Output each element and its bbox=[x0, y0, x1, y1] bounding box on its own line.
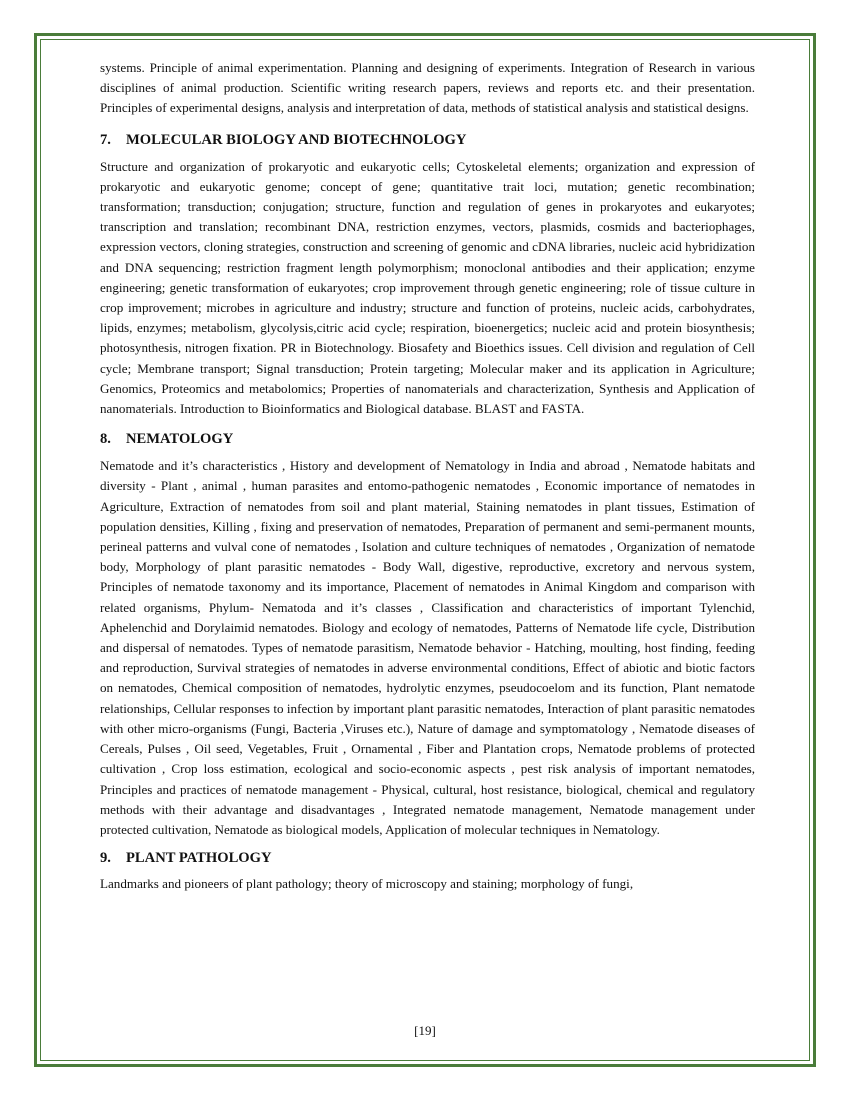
section-number: 7. bbox=[100, 131, 111, 148]
section-body-plant-pathology: Landmarks and pioneers of plant pathology; theory of microscopy and staining; morphology of fungi, bbox=[100, 876, 634, 892]
section-heading-molecular-biology bbox=[100, 130, 755, 150]
section-title: NEMATOLOGY bbox=[126, 431, 234, 448]
section-body-molecular-biology: Structure and organization of prokaryotic and eukaryotic cells; Cytoskeletal elements; organization and expression of prokaryotic and eukaryotic genome; concept of gene; quantitative trait loci, mutation; genetic recombination; transformation; transduction; conjugation; structure, function and regulation of genes in prokaryotes and eukaryotes; transcription and translation; recombinant DNA, restriction enzymes, vectors, plasmids, cosmids and bacteriophages, expression vectors, cloning strategies, construction and screening of genomic and cDNA libraries, nucleic acid hybridization and DNA sequencing; restriction fragment length polymorphism; monoclonal antibodies and their application; enzyme engineering; genetic transformation of eukaryotes; crop improvement through genetic engineering; role of tissue culture in crop improvement; microbes in agriculture and industry; structure and function of proteins, nucleic acids, carbohydrates, lipids, enzymes; metabolism, glycolysis,citric acid cycle; respiration, bioenergetics; nucleic acid and protein biosynthesis; photosynthesis, nitrogen fixation. PR in Biotechnology. Biosafety and Bioethics issues. Cell division and regulation of Cell cycle; Membrane transport; Signal transduction; Protein targeting; Molecular maker and its application in Agriculture; Genomics, Proteomics and metabolomics; Properties of nanomaterials and characterization, Synthesis and Application of nanomaterials. Introduction to Bioinformatics and Biological database. BLAST and FASTA. bbox=[100, 158, 755, 417]
page-number: [19] bbox=[414, 1023, 436, 1038]
document-body bbox=[100, 58, 755, 894]
section-heading-plant-pathology bbox=[100, 848, 755, 868]
section-title: MOLECULAR BIOLOGY AND BIOTECHNOLOGY bbox=[126, 131, 467, 148]
section-heading-nematology bbox=[100, 429, 755, 449]
section-body-nematology: Nematode and it’s characteristics , History and development of Nematology in India and abroad , Nematode habitats and diversity - Plant , animal , human parasites and entomo-pathogenic nematodes , Economic importance of nematodes in Agriculture, Extraction of nematodes from soil and plant material, Staining nematodes in plant tissues, Estimation of population densities, Killing , fixing and preservation of nematodes, Preparation of permanent and semi-permanent mounts, perineal patterns and vulval cone of nematodes , Isolation and culture techniques of nematodes , Organization of nematode body, Morphology of plant parasitic nematodes - Body Wall, digestive, reproductive, excretory and nervous system, Principles of nematode taxonomy and its importance, Placement of nematodes in Animal Kingdom and comparison with related organisms, Phylum- Nematoda and it’s classes , Classification and characteristics of important Tylenchid, Aphelenchid and Dorylaimid nematodes. Biology and ecology of nematodes, Patterns of Nematode life cycle, Distribution and dispersal of nematodes. Types of nematode parasitism, Nematode behavior - Hatching, moulting, host finding, feeding and reproduction, Survival strategies of nematodes in adverse environmental conditions, Effect of abiotic and biotic factors on nematodes, Chemical composition of nematodes, hydrolytic enzymes, pseudocoelom and its function, Plant nematode relationships, Cellular responses to infection by important plant parasitic nematodes, Interaction of plant parasitic nematodes with other micro-organisms (Fungi, Bacteria ,Viruses etc.), Nature of damage and symptomatology , Nematode diseases of Cereals, Pulses , Oil seed, Vegetables, Fruit , Ornamental , Fiber and Plantation crops, Nematode problems of protected cultivation , Crop loss estimation, ecological and socio-economic aspects , pest risk analysis of important nematodes, Principles and practices of nematode management - Physical, cultural, host resistance, biological, chemical and regulatory methods with their advantage and disadvantages , Integrated nematode management, Nematode management under protected cultivation, Nematode as biological models, Application of molecular techniques in Nematology. bbox=[100, 458, 755, 837]
section-title: PLANT PATHOLOGY bbox=[126, 850, 272, 867]
section-number: 9. bbox=[100, 850, 111, 867]
intro-paragraph: systems. Principle of animal experimentation. Planning and designing of experiments. Integration of Research in various disciplines of animal production. Scientific writing research papers, reviews and reports etc. and their presentation. Principles of experimental designs, analysis and interpretation of data, methods of statistical analysis and statistical designs. bbox=[100, 60, 755, 116]
section-number: 8. bbox=[100, 431, 111, 448]
